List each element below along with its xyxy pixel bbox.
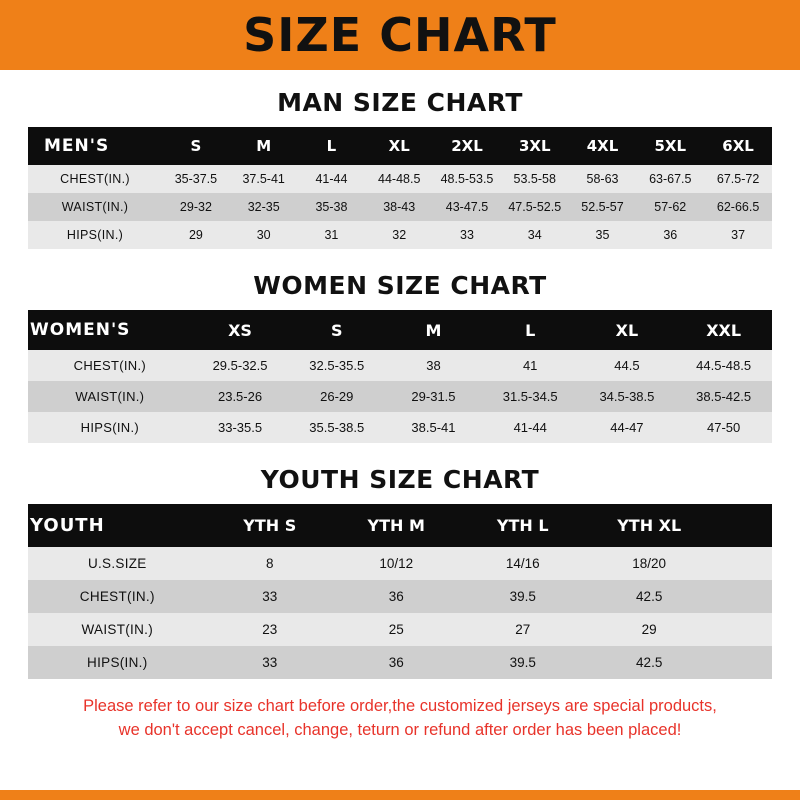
cell: 26-29 [288,381,385,412]
cell: 41-44 [482,412,579,443]
cell: 53.5-58 [501,165,569,193]
cell: 35-38 [298,193,366,221]
table-row [28,193,772,221]
youth-section-title: YOUTH SIZE CHART [260,465,540,494]
cell: 62-66.5 [704,193,772,221]
table-row [28,580,772,613]
cell: 29 [586,613,712,646]
cell: 33 [207,646,333,679]
cell: 63-67.5 [636,165,704,193]
cell: 38-43 [365,193,433,221]
man-section-title: MAN SIZE CHART [277,88,523,117]
cell: 37.5-41 [230,165,298,193]
col-header-s: S [288,310,385,350]
col-header-yth-xl: YTH XL [586,504,712,547]
cell: 36 [333,580,459,613]
cell: 23 [207,613,333,646]
cell: 48.5-53.5 [433,165,501,193]
cell: 38.5-42.5 [675,381,772,412]
col-header-yth-l: YTH L [459,504,585,547]
cell: 35-37.5 [162,165,230,193]
cell-spacer [712,547,772,580]
col-header-2xl: 2XL [433,127,501,165]
col-header-label: MEN'S [28,127,162,165]
table-row [28,350,772,381]
man-table-wrap [28,127,772,249]
cell: 14/16 [459,547,585,580]
cell: 29-32 [162,193,230,221]
bottom-accent-strip [0,790,800,800]
row-label: HIPS(IN.) [28,412,192,443]
cell: 29.5-32.5 [192,350,289,381]
cell: 34 [501,221,569,249]
cell: 38 [385,350,482,381]
cell: 33 [433,221,501,249]
youth-table-header [28,504,772,547]
row-label: CHEST(IN.) [28,165,162,193]
cell: 41 [482,350,579,381]
cell: 32.5-35.5 [288,350,385,381]
cell: 33 [207,580,333,613]
cell-spacer [712,646,772,679]
col-header-m: M [385,310,482,350]
col-header-3xl: 3XL [501,127,569,165]
cell: 10/12 [333,547,459,580]
cell: 38.5-41 [385,412,482,443]
cell: 47.5-52.5 [501,193,569,221]
cell: 29-31.5 [385,381,482,412]
cell: 67.5-72 [704,165,772,193]
col-header-xxl: XXL [675,310,772,350]
cell: 27 [459,613,585,646]
col-header-yth-s: YTH S [207,504,333,547]
table-row [28,221,772,249]
col-header-6xl: 6XL [704,127,772,165]
cell: 42.5 [586,646,712,679]
cell: 43-47.5 [433,193,501,221]
row-label: WAIST(IN.) [28,613,207,646]
cell: 32-35 [230,193,298,221]
col-header-5xl: 5XL [636,127,704,165]
women-size-table [28,310,772,443]
cell: 31 [298,221,366,249]
cell: 44.5 [579,350,676,381]
col-header-4xl: 4XL [569,127,637,165]
table-header-row [28,127,772,165]
table-header-row [28,310,772,350]
youth-table-wrap [28,504,772,679]
women-table-header [28,310,772,350]
col-header-s: S [162,127,230,165]
row-label: CHEST(IN.) [28,580,207,613]
col-header-label: WOMEN'S [28,310,192,350]
cell: 35 [569,221,637,249]
table-row [28,381,772,412]
cell-spacer [712,580,772,613]
cell: 33-35.5 [192,412,289,443]
table-row [28,165,772,193]
footer-line-1: Please refer to our size chart before order,the customized jerseys are special products, [83,697,717,715]
cell: 32 [365,221,433,249]
col-header-yth-m: YTH M [333,504,459,547]
man-table-body [28,165,772,249]
women-table-wrap [28,310,772,443]
man-table-header [28,127,772,165]
row-label: CHEST(IN.) [28,350,192,381]
footer-line-2: we don't accept cancel, change, teturn or refund after order has been placed! [118,720,682,739]
cell: 18/20 [586,547,712,580]
cell: 57-62 [636,193,704,221]
cell: 35.5-38.5 [288,412,385,443]
cell: 36 [636,221,704,249]
col-header-xl: XL [365,127,433,165]
row-label: U.S.SIZE [28,547,207,580]
cell: 41-44 [298,165,366,193]
col-header-xl: XL [579,310,676,350]
youth-table-body [28,547,772,679]
cell: 30 [230,221,298,249]
cell: 34.5-38.5 [579,381,676,412]
row-label: WAIST(IN.) [28,381,192,412]
cell: 8 [207,547,333,580]
cell: 23.5-26 [192,381,289,412]
table-row [28,547,772,580]
header-banner [0,0,800,70]
cell: 44.5-48.5 [675,350,772,381]
table-row [28,412,772,443]
row-label: HIPS(IN.) [28,646,207,679]
cell: 29 [162,221,230,249]
women-table-body [28,350,772,443]
cell: 58-63 [569,165,637,193]
cell: 47-50 [675,412,772,443]
col-header-xs: XS [192,310,289,350]
cell: 37 [704,221,772,249]
page-title: SIZE CHART [243,8,557,62]
cell: 25 [333,613,459,646]
col-header-l: L [482,310,579,350]
youth-size-table [28,504,772,679]
col-header-spacer [712,504,772,547]
table-row [28,613,772,646]
col-header-m: M [230,127,298,165]
footer-disclaimer [20,695,780,743]
cell: 36 [333,646,459,679]
cell: 39.5 [459,580,585,613]
man-size-table [28,127,772,249]
table-header-row [28,504,772,547]
cell: 39.5 [459,646,585,679]
cell: 44-47 [579,412,676,443]
table-row [28,646,772,679]
cell: 52.5-57 [569,193,637,221]
cell: 42.5 [586,580,712,613]
cell: 44-48.5 [365,165,433,193]
row-label: WAIST(IN.) [28,193,162,221]
cell: 31.5-34.5 [482,381,579,412]
col-header-l: L [298,127,366,165]
women-section-title: WOMEN SIZE CHART [253,271,547,300]
cell-spacer [712,613,772,646]
col-header-label: YOUTH [28,504,207,547]
row-label: HIPS(IN.) [28,221,162,249]
